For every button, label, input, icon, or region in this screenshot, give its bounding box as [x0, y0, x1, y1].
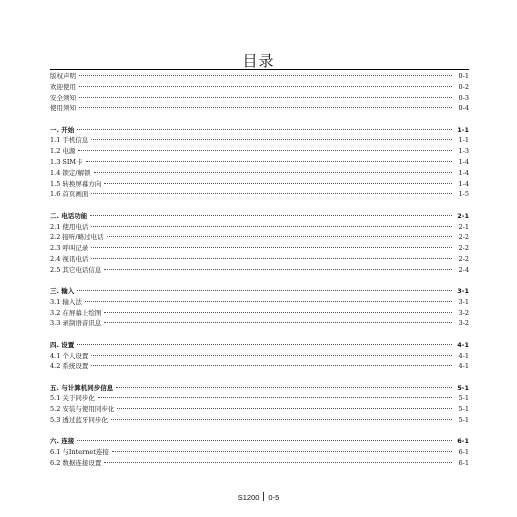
toc-entry-page: 2-2 [458, 233, 469, 242]
toc-entry-page: 0-1 [458, 72, 469, 80]
dot-leader [77, 290, 452, 291]
toc-entry[interactable] [50, 93, 469, 104]
toc-entry-label: 3.3 录制语音讯息 [50, 319, 102, 328]
toc-chapter-entry[interactable] [50, 125, 469, 136]
toc-entry-label: 5.1 关于同步化 [50, 394, 95, 403]
table-of-contents [50, 71, 469, 479]
dot-leader [79, 86, 452, 87]
toc-entry[interactable] [50, 393, 469, 404]
toc-entry[interactable] [50, 189, 469, 200]
dot-leader [91, 226, 452, 227]
toc-entry-label: 欢迎使用 [50, 82, 76, 91]
toc-entry-page: 6-1 [458, 448, 469, 457]
toc-entry[interactable] [50, 254, 469, 265]
dot-leader [104, 462, 452, 463]
dot-leader [107, 236, 452, 237]
toc-entry-label: 使用须知 [50, 104, 76, 113]
dot-leader [117, 408, 452, 409]
toc-entry-page: 2-4 [458, 265, 469, 274]
toc-entry[interactable] [50, 103, 469, 114]
toc-entry-page: 3-2 [458, 319, 469, 328]
toc-section [50, 340, 469, 372]
toc-entry-label: 2.2 接听/略过电话 [50, 233, 104, 242]
dot-leader [77, 440, 452, 441]
toc-section [50, 71, 469, 114]
toc-entry-label: 版权声明 [50, 72, 76, 80]
dot-leader [85, 301, 452, 302]
dot-leader [91, 258, 452, 259]
dot-leader [77, 344, 452, 345]
toc-entry-label: 2.5 其它电话信息 [50, 265, 102, 274]
footer-separator [263, 492, 264, 501]
dot-leader [91, 355, 452, 356]
toc-entry-page: 6-1 [457, 437, 469, 446]
toc-entry-page: 5-1 [458, 416, 469, 425]
toc-entry-page: 1-5 [458, 190, 469, 199]
dot-leader [98, 397, 452, 398]
toc-entry-label: 2.3 呼叫记录 [50, 244, 89, 253]
toc-entry[interactable] [50, 318, 469, 329]
toc-entry-label: 4.1 个人设置 [50, 351, 89, 360]
toc-chapter-entry[interactable] [50, 286, 469, 297]
toc-entry[interactable] [50, 146, 469, 157]
toc-entry[interactable] [50, 168, 469, 179]
toc-entry-page: 2-2 [458, 244, 469, 253]
toc-entry-label: 6.2 数据连接设置 [50, 458, 102, 467]
toc-entry-label: 5.2 安装与使用同步化 [50, 405, 115, 414]
dot-leader [79, 107, 452, 108]
toc-entry-label: 1.3 SIM卡 [50, 158, 83, 167]
dot-leader [91, 247, 452, 248]
toc-entry-page: 3-2 [458, 308, 469, 317]
toc-entry-page: 6-1 [458, 458, 469, 467]
dot-leader [78, 150, 452, 151]
toc-entry-page: 1-4 [458, 179, 469, 188]
toc-entry-page: 4-1 [458, 362, 469, 371]
toc-entry-label: 1.4 锁定/解锁 [50, 168, 91, 177]
toc-section [50, 286, 469, 329]
toc-entry-page: 2-1 [457, 211, 469, 220]
toc-entry-page: 0-2 [458, 82, 469, 91]
toc-entry-label: 一. 开始 [50, 125, 75, 134]
toc-entry-page: 5-1 [458, 405, 469, 414]
toc-section [50, 436, 469, 468]
dot-leader [79, 75, 452, 76]
dot-leader [79, 97, 452, 98]
toc-entry-label: 4.2 系统设置 [50, 362, 89, 371]
footer-page-number: 0-5 [268, 493, 280, 502]
toc-entry-label: 1.1 手机信息 [50, 136, 89, 145]
dot-leader [104, 269, 452, 270]
toc-entry-page: 5-1 [458, 394, 469, 403]
toc-entry-page: 5-1 [457, 383, 469, 392]
toc-entry-label: 1.6 首页画面 [50, 190, 89, 199]
toc-entry[interactable] [50, 71, 469, 82]
page-footer [0, 492, 517, 502]
dot-leader [104, 183, 452, 184]
toc-entry[interactable] [50, 447, 469, 458]
dot-leader [104, 322, 452, 323]
dot-leader [90, 215, 452, 216]
toc-entry-page: 1-1 [457, 125, 469, 134]
toc-entry-label: 1.2 电源 [50, 147, 76, 156]
toc-entry-label: 安全须知 [50, 93, 76, 102]
toc-section [50, 125, 469, 201]
toc-section [50, 211, 469, 276]
toc-entry[interactable] [50, 157, 469, 168]
dot-leader [94, 172, 452, 173]
toc-entry-page: 2-1 [458, 222, 469, 231]
toc-entry-label: 四. 设置 [50, 340, 75, 349]
toc-entry-label: 6.1 与Internet连接 [50, 448, 109, 457]
toc-entry-page: 0-3 [458, 93, 469, 102]
toc-entry-page: 0-4 [458, 104, 469, 113]
toc-entry-page: 4-1 [457, 340, 469, 349]
toc-entry-page: 1-1 [458, 136, 469, 145]
toc-entry[interactable] [50, 308, 469, 319]
toc-entry-label: 2.1 使用电话 [50, 222, 89, 231]
dot-leader [77, 129, 452, 130]
toc-chapter-entry[interactable] [50, 436, 469, 447]
toc-entry-page: 1-3 [458, 147, 469, 156]
toc-entry[interactable] [50, 179, 469, 190]
footer-model: S1200 [237, 493, 260, 502]
dot-leader [91, 365, 452, 366]
toc-entry-page: 3-1 [458, 297, 469, 306]
toc-entry-label: 五. 与计算机同步信息 [50, 383, 114, 392]
toc-entry-label: 5.3 透过蓝牙同步化 [50, 416, 108, 425]
toc-entry-label: 3.1 输入法 [50, 297, 82, 306]
toc-chapter-entry[interactable] [50, 211, 469, 222]
toc-entry[interactable] [50, 404, 469, 415]
dot-leader [112, 451, 452, 452]
toc-entry-label: 三. 输入 [50, 287, 75, 296]
page-title: 目录 [242, 52, 275, 70]
toc-entry[interactable] [50, 82, 469, 93]
toc-entry-label: 2.4 视讯电话 [50, 254, 89, 263]
dot-leader [86, 161, 452, 162]
toc-entry-label: 3.2 在屏幕上绘图 [50, 308, 102, 317]
toc-entry[interactable] [50, 458, 469, 469]
dot-leader [111, 419, 452, 420]
toc-entry[interactable] [50, 265, 469, 276]
dot-leader [91, 139, 452, 140]
toc-entry[interactable] [50, 415, 469, 426]
dot-leader [91, 193, 452, 194]
toc-entry[interactable] [50, 297, 469, 308]
toc-entry-page: 1-4 [458, 168, 469, 177]
toc-entry[interactable] [50, 232, 469, 243]
toc-entry-page: 1-4 [458, 158, 469, 167]
toc-entry[interactable] [50, 243, 469, 254]
toc-entry[interactable] [50, 222, 469, 233]
title-divider [50, 69, 469, 70]
toc-entry-page: 2-2 [458, 254, 469, 263]
toc-section [50, 383, 469, 426]
toc-chapter-entry[interactable] [50, 340, 469, 351]
dot-leader [104, 312, 452, 313]
toc-entry-page: 4-1 [458, 351, 469, 360]
toc-entry[interactable] [50, 361, 469, 372]
dot-leader [116, 387, 452, 388]
toc-entry[interactable] [50, 351, 469, 362]
toc-entry[interactable] [50, 135, 469, 146]
toc-entry-label: 二. 电话功能 [50, 211, 88, 220]
toc-entry-label: 1.5 转换屏幕方向 [50, 179, 102, 188]
toc-entry-page: 3-1 [457, 287, 469, 296]
toc-entry-label: 六. 连接 [50, 437, 75, 446]
toc-chapter-entry[interactable] [50, 383, 469, 394]
